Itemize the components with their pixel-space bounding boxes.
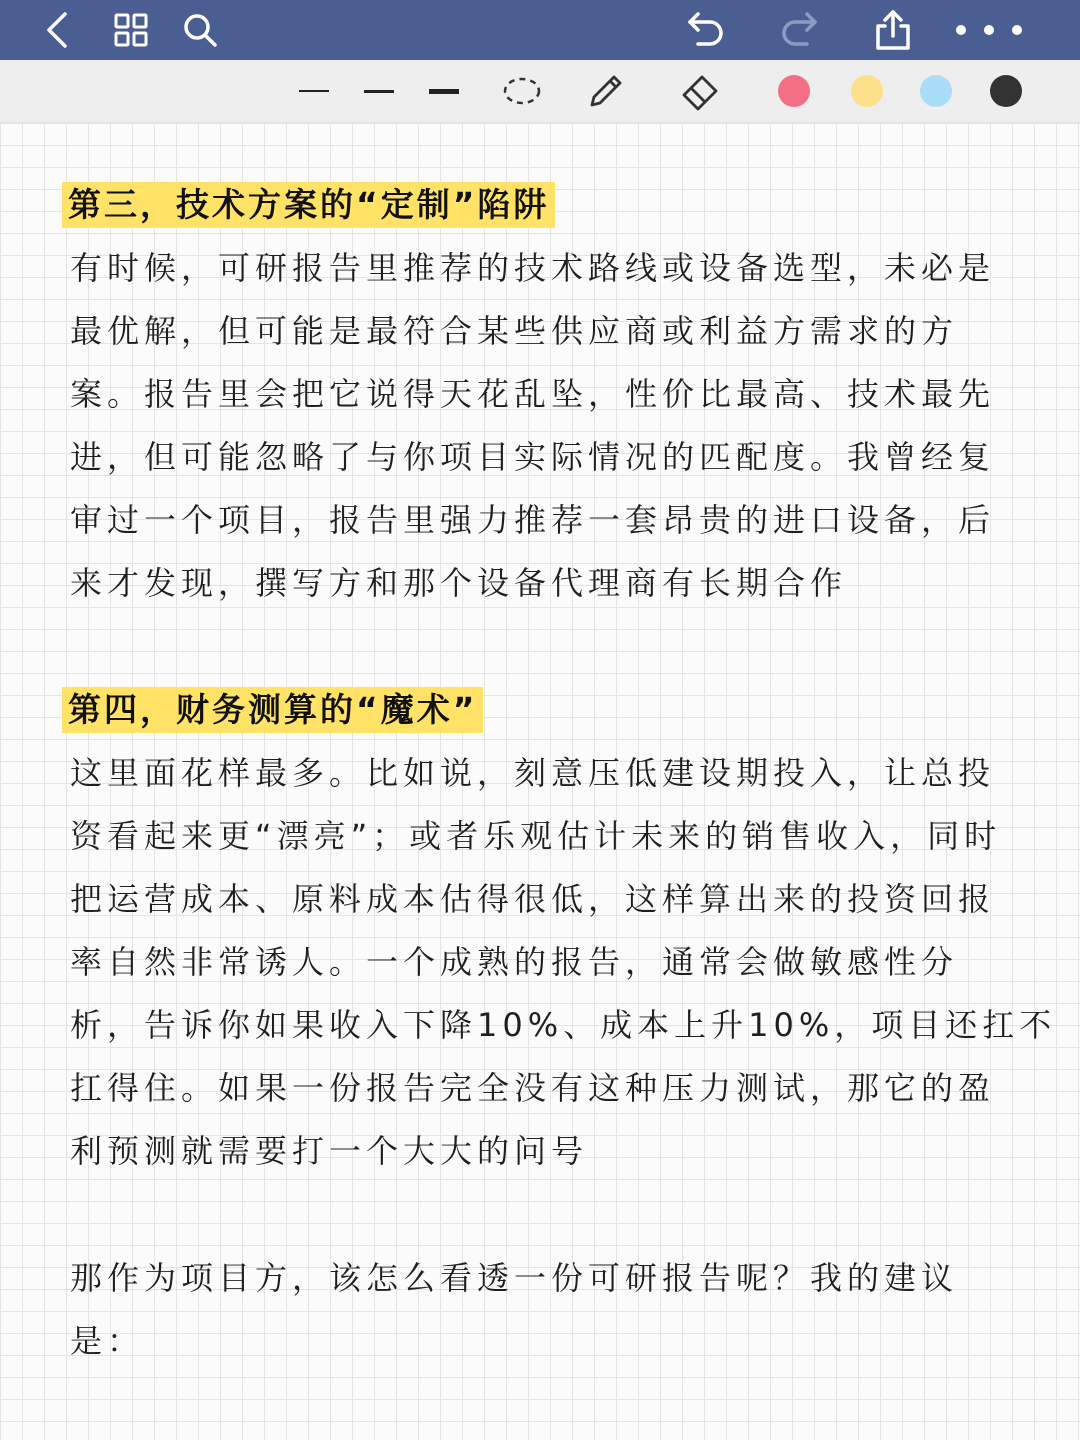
text-line: 利预测就需要打一个大大的问号 [70, 1132, 589, 1170]
back-icon[interactable] [34, 6, 82, 54]
text-line: 审过一个项目，报告里强力推荐一套昂贵的进口设备，后 [70, 501, 996, 539]
search-icon[interactable] [176, 6, 224, 54]
share-icon[interactable] [869, 6, 917, 54]
pen-thick-icon[interactable] [420, 67, 468, 115]
closing-paragraph [70, 1247, 958, 1373]
color-swatch-black[interactable] [982, 67, 1030, 115]
redo-icon[interactable] [775, 6, 823, 54]
grid-icon[interactable] [107, 6, 155, 54]
text-line: 资看起来更“漂亮”；或者乐观估计未来的销售收入，同时 [70, 817, 1002, 855]
text-line: 来才发现，撰写方和那个设备代理商有长期合作 [70, 564, 848, 602]
text-line: 把运营成本、原料成本估得很低，这样算出来的投资回报 [70, 880, 996, 918]
text-line: 这里面花样最多。比如说，刻意压低建设期投入，让总投 [70, 754, 996, 792]
text-line: 有时候，可研报告里推荐的技术路线或设备选型，未必是 [70, 249, 996, 287]
color-swatch-pink[interactable] [770, 67, 818, 115]
pen-medium-icon[interactable] [355, 67, 403, 115]
text-line: 是： [70, 1322, 145, 1360]
pencil-icon[interactable] [582, 67, 630, 115]
section4-paragraph [70, 742, 1056, 1183]
text-line: 析，告诉你如果收入下降10%、成本上升10%，项目还扛不 [70, 1006, 1057, 1044]
section3-paragraph [70, 237, 995, 615]
text-line: 率自然非常诱人。一个成熟的报告，通常会做敏感性分 [70, 943, 959, 981]
lasso-icon[interactable] [498, 67, 546, 115]
section3-heading: 第三，技术方案的“定制”陷阱 [62, 182, 555, 228]
section4-heading: 第四，财务测算的“魔术” [62, 687, 483, 733]
text-line: 最优解，但可能是最符合某些供应商或利益方需求的方 [70, 312, 959, 350]
drawing-toolbar [0, 60, 1080, 123]
top-nav-bar [0, 0, 1080, 60]
color-swatch-yellow[interactable] [843, 67, 891, 115]
pen-thin-icon[interactable] [290, 67, 338, 115]
text-line: 案。报告里会把它说得天花乱坠，性价比最高、技术最先 [70, 375, 996, 413]
text-line: 进，但可能忽略了与你项目实际情况的匹配度。我曾经复 [70, 438, 996, 476]
text-line: 那作为项目方，该怎么看透一份可研报告呢？我的建议 [70, 1259, 959, 1297]
color-swatch-blue[interactable] [912, 67, 960, 115]
undo-icon[interactable] [682, 6, 730, 54]
more-icon[interactable] [950, 6, 1026, 54]
text-line: 扛得住。如果一份报告完全没有这种压力测试，那它的盈 [70, 1069, 996, 1107]
eraser-icon[interactable] [676, 67, 724, 115]
